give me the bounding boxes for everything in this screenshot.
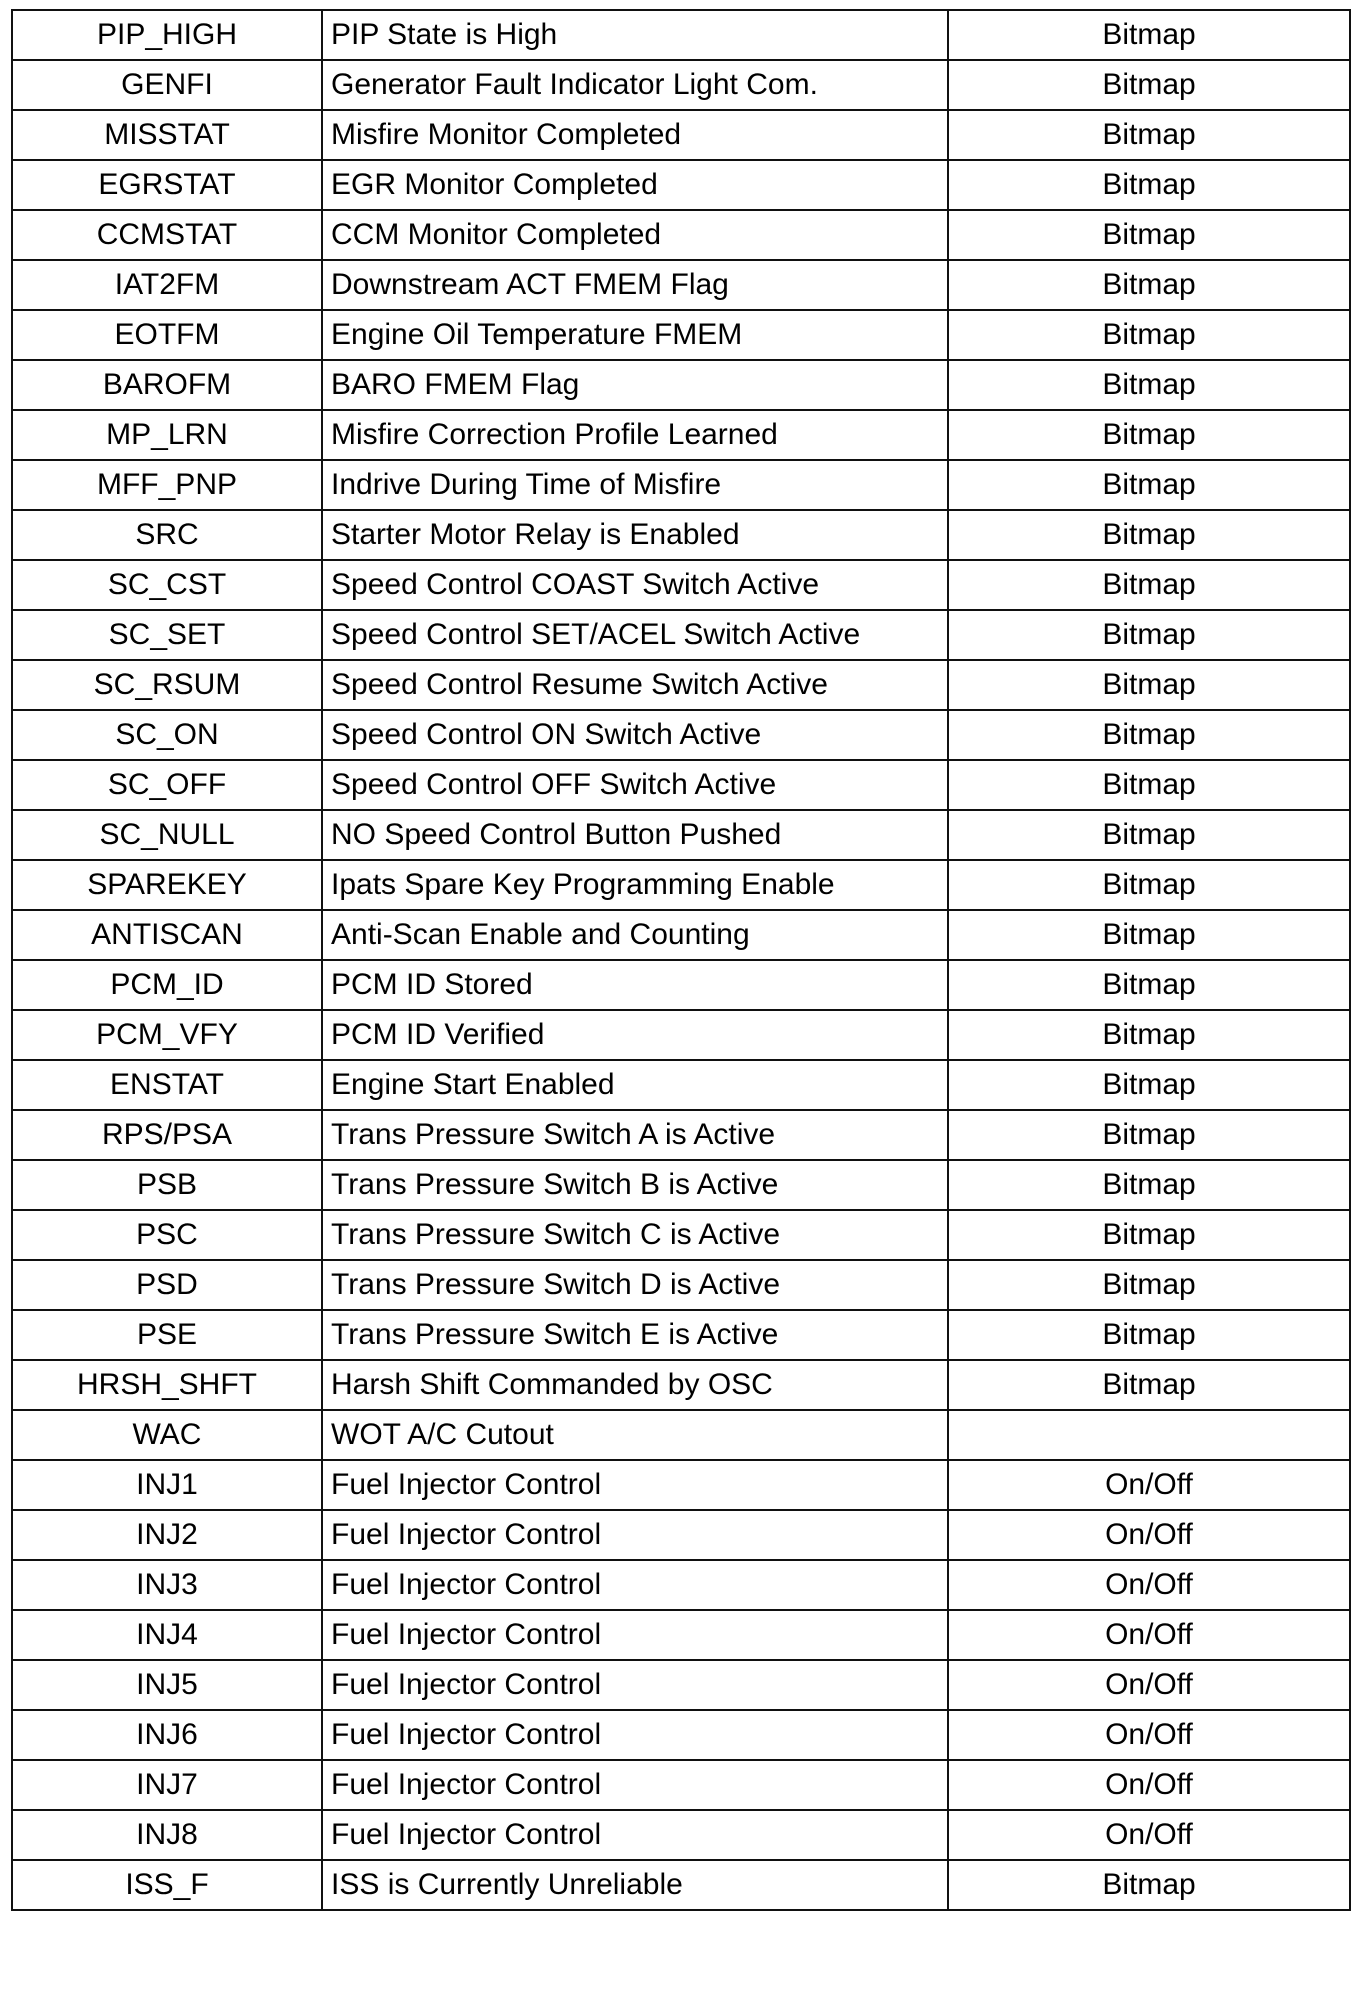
parameter-name-cell: INJ4 xyxy=(12,1610,322,1660)
parameter-type-cell: Bitmap xyxy=(948,60,1350,110)
parameter-type-cell: Bitmap xyxy=(948,410,1350,460)
parameter-name-cell: RPS/PSA xyxy=(12,1110,322,1160)
table-row xyxy=(12,1510,1350,1560)
parameter-description-cell: Engine Start Enabled xyxy=(322,1060,948,1110)
table-row xyxy=(12,1860,1350,1910)
parameter-type-cell: Bitmap xyxy=(948,1060,1350,1110)
parameter-type-cell: Bitmap xyxy=(948,660,1350,710)
parameter-name-cell: MISSTAT xyxy=(12,110,322,160)
parameter-description-cell: ISS is Currently Unreliable xyxy=(322,1860,948,1910)
table-row xyxy=(12,1460,1350,1510)
parameter-type-cell: Bitmap xyxy=(948,610,1350,660)
table-row xyxy=(12,610,1350,660)
parameter-name-cell: MP_LRN xyxy=(12,410,322,460)
parameter-name-cell: SPAREKEY xyxy=(12,860,322,910)
parameter-type-cell: Bitmap xyxy=(948,960,1350,1010)
parameter-name-cell: EOTFM xyxy=(12,310,322,360)
parameter-description-cell: Engine Oil Temperature FMEM xyxy=(322,310,948,360)
parameter-name-cell: GENFI xyxy=(12,60,322,110)
parameter-type-cell: Bitmap xyxy=(948,810,1350,860)
parameter-type-cell: On/Off xyxy=(948,1510,1350,1560)
parameter-description-cell: Misfire Monitor Completed xyxy=(322,110,948,160)
table-row xyxy=(12,1310,1350,1360)
parameter-description-cell: Fuel Injector Control xyxy=(322,1560,948,1610)
table-row xyxy=(12,710,1350,760)
parameter-type-cell: On/Off xyxy=(948,1660,1350,1710)
parameter-name-cell: PSB xyxy=(12,1160,322,1210)
table-row xyxy=(12,1260,1350,1310)
parameter-name-cell: SC_SET xyxy=(12,610,322,660)
parameter-name-cell: SC_RSUM xyxy=(12,660,322,710)
parameter-description-cell: BARO FMEM Flag xyxy=(322,360,948,410)
parameter-description-cell: Indrive During Time of Misfire xyxy=(322,460,948,510)
parameter-name-cell: PIP_HIGH xyxy=(12,10,322,60)
parameter-type-cell: Bitmap xyxy=(948,260,1350,310)
table-row xyxy=(12,210,1350,260)
parameter-name-cell: EGRSTAT xyxy=(12,160,322,210)
parameter-type-cell: Bitmap xyxy=(948,1110,1350,1160)
parameter-name-cell: SC_NULL xyxy=(12,810,322,860)
parameter-name-cell: ANTISCAN xyxy=(12,910,322,960)
table-row xyxy=(12,760,1350,810)
parameter-description-cell: Speed Control ON Switch Active xyxy=(322,710,948,760)
parameter-type-cell: Bitmap xyxy=(948,1010,1350,1060)
parameter-type-cell: On/Off xyxy=(948,1460,1350,1510)
parameter-type-cell: Bitmap xyxy=(948,1260,1350,1310)
table-row xyxy=(12,460,1350,510)
parameter-description-cell: Harsh Shift Commanded by OSC xyxy=(322,1360,948,1410)
parameter-name-cell: SC_ON xyxy=(12,710,322,760)
parameter-description-cell: Starter Motor Relay is Enabled xyxy=(322,510,948,560)
parameter-name-cell: INJ3 xyxy=(12,1560,322,1610)
parameter-type-cell: Bitmap xyxy=(948,210,1350,260)
parameter-name-cell: MFF_PNP xyxy=(12,460,322,510)
parameter-type-cell: Bitmap xyxy=(948,860,1350,910)
parameter-description-cell: Fuel Injector Control xyxy=(322,1460,948,1510)
parameter-name-cell: IAT2FM xyxy=(12,260,322,310)
table-row xyxy=(12,810,1350,860)
table-row xyxy=(12,1360,1350,1410)
parameter-type-cell: On/Off xyxy=(948,1610,1350,1660)
parameter-type-cell: Bitmap xyxy=(948,1310,1350,1360)
parameter-type-cell: Bitmap xyxy=(948,310,1350,360)
parameter-name-cell: ENSTAT xyxy=(12,1060,322,1110)
parameter-type-cell: Bitmap xyxy=(948,160,1350,210)
table-row xyxy=(12,360,1350,410)
parameter-description-cell: Trans Pressure Switch B is Active xyxy=(322,1160,948,1210)
parameter-name-cell: INJ2 xyxy=(12,1510,322,1560)
parameter-description-cell: NO Speed Control Button Pushed xyxy=(322,810,948,860)
parameter-description-cell: Misfire Correction Profile Learned xyxy=(322,410,948,460)
parameter-description-cell: Speed Control COAST Switch Active xyxy=(322,560,948,610)
parameter-type-cell: Bitmap xyxy=(948,460,1350,510)
table-row xyxy=(12,1410,1350,1460)
parameter-type-cell: Bitmap xyxy=(948,710,1350,760)
parameter-name-cell: PSE xyxy=(12,1310,322,1360)
parameter-description-cell: Fuel Injector Control xyxy=(322,1660,948,1710)
parameter-type-cell: Bitmap xyxy=(948,910,1350,960)
parameter-description-cell: Trans Pressure Switch D is Active xyxy=(322,1260,948,1310)
parameter-name-cell: PSC xyxy=(12,1210,322,1260)
parameter-description-cell: Trans Pressure Switch E is Active xyxy=(322,1310,948,1360)
table-row xyxy=(12,160,1350,210)
parameter-description-cell: Ipats Spare Key Programming Enable xyxy=(322,860,948,910)
table-row xyxy=(12,1060,1350,1110)
parameter-name-cell: INJ7 xyxy=(12,1760,322,1810)
table-row xyxy=(12,260,1350,310)
parameter-name-cell: INJ8 xyxy=(12,1810,322,1860)
table-row xyxy=(12,1760,1350,1810)
table-row xyxy=(12,1810,1350,1860)
parameter-description-cell: Trans Pressure Switch C is Active xyxy=(322,1210,948,1260)
table-row xyxy=(12,960,1350,1010)
parameter-name-cell: INJ5 xyxy=(12,1660,322,1710)
parameter-type-cell xyxy=(948,1410,1350,1460)
parameter-table-body xyxy=(12,10,1350,1910)
parameter-name-cell: ISS_F xyxy=(12,1860,322,1910)
table-row xyxy=(12,1010,1350,1060)
parameter-name-cell: PCM_ID xyxy=(12,960,322,1010)
parameter-type-cell: Bitmap xyxy=(948,360,1350,410)
table-row xyxy=(12,110,1350,160)
parameter-type-cell: On/Off xyxy=(948,1760,1350,1810)
parameter-name-cell: SC_CST xyxy=(12,560,322,610)
parameter-type-cell: Bitmap xyxy=(948,110,1350,160)
parameter-name-cell: BAROFM xyxy=(12,360,322,410)
table-row xyxy=(12,1110,1350,1160)
table-row xyxy=(12,1560,1350,1610)
table-row xyxy=(12,560,1350,610)
parameter-description-cell: Speed Control OFF Switch Active xyxy=(322,760,948,810)
parameter-description-cell: Fuel Injector Control xyxy=(322,1610,948,1660)
parameter-name-cell: SRC xyxy=(12,510,322,560)
parameter-type-cell: Bitmap xyxy=(948,10,1350,60)
table-row xyxy=(12,310,1350,360)
parameter-description-cell: Fuel Injector Control xyxy=(322,1510,948,1560)
parameter-description-cell: Fuel Injector Control xyxy=(322,1810,948,1860)
table-row xyxy=(12,660,1350,710)
parameter-description-cell: Anti-Scan Enable and Counting xyxy=(322,910,948,960)
parameter-type-cell: On/Off xyxy=(948,1710,1350,1760)
table-row xyxy=(12,1660,1350,1710)
parameter-description-cell: PIP State is High xyxy=(322,10,948,60)
parameter-type-cell: Bitmap xyxy=(948,1210,1350,1260)
table-row xyxy=(12,510,1350,560)
parameter-type-cell: On/Off xyxy=(948,1810,1350,1860)
parameter-description-cell: WOT A/C Cutout xyxy=(322,1410,948,1460)
table-row xyxy=(12,1610,1350,1660)
parameter-description-cell: CCM Monitor Completed xyxy=(322,210,948,260)
parameter-description-cell: EGR Monitor Completed xyxy=(322,160,948,210)
table-row xyxy=(12,1210,1350,1260)
table-row xyxy=(12,410,1350,460)
parameter-description-cell: Fuel Injector Control xyxy=(322,1710,948,1760)
table-row xyxy=(12,860,1350,910)
parameter-description-cell: Downstream ACT FMEM Flag xyxy=(322,260,948,310)
parameter-description-cell: PCM ID Stored xyxy=(322,960,948,1010)
parameter-name-cell: PSD xyxy=(12,1260,322,1310)
parameter-name-cell: CCMSTAT xyxy=(12,210,322,260)
parameter-description-cell: Trans Pressure Switch A is Active xyxy=(322,1110,948,1160)
parameter-description-cell: Fuel Injector Control xyxy=(322,1760,948,1810)
parameter-description-cell: Speed Control Resume Switch Active xyxy=(322,660,948,710)
parameter-name-cell: INJ1 xyxy=(12,1460,322,1510)
parameter-type-cell: Bitmap xyxy=(948,760,1350,810)
parameter-table xyxy=(11,9,1351,1911)
table-row xyxy=(12,10,1350,60)
parameter-type-cell: On/Off xyxy=(948,1560,1350,1610)
table-row xyxy=(12,1160,1350,1210)
parameter-type-cell: Bitmap xyxy=(948,1360,1350,1410)
parameter-type-cell: Bitmap xyxy=(948,1860,1350,1910)
parameter-description-cell: PCM ID Verified xyxy=(322,1010,948,1060)
parameter-description-cell: Generator Fault Indicator Light Com. xyxy=(322,60,948,110)
parameter-name-cell: INJ6 xyxy=(12,1710,322,1760)
table-row xyxy=(12,60,1350,110)
parameter-name-cell: WAC xyxy=(12,1410,322,1460)
table-row xyxy=(12,1710,1350,1760)
parameter-name-cell: PCM_VFY xyxy=(12,1010,322,1060)
table-row xyxy=(12,910,1350,960)
parameter-name-cell: SC_OFF xyxy=(12,760,322,810)
parameter-type-cell: Bitmap xyxy=(948,560,1350,610)
parameter-description-cell: Speed Control SET/ACEL Switch Active xyxy=(322,610,948,660)
parameter-type-cell: Bitmap xyxy=(948,1160,1350,1210)
parameter-type-cell: Bitmap xyxy=(948,510,1350,560)
parameter-name-cell: HRSH_SHFT xyxy=(12,1360,322,1410)
